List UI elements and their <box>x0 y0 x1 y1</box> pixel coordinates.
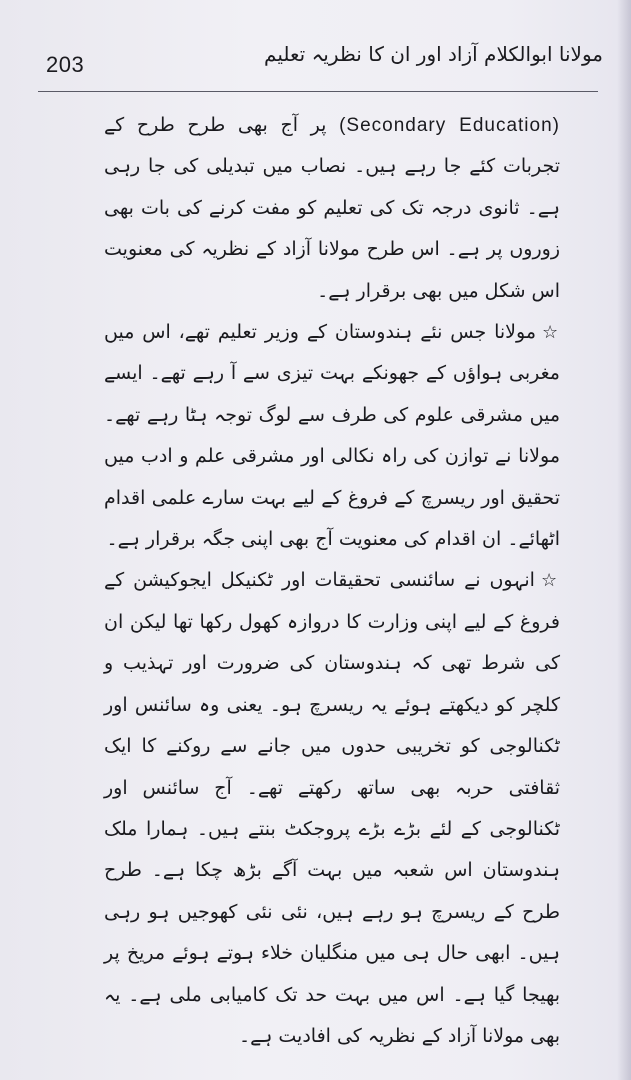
running-header: مولانا ابوالکلام آزاد اور ان کا نظریہ تعلیم <box>264 42 603 66</box>
body-text <box>104 105 560 1057</box>
paragraph-1-text: پر آج بھی طرح طرح کے تجربات کئے جا رہے ہیں۔ نصاب میں تبدیلی کی جا رہی ہے۔ ثانوی درجہ تک کی تعلیم کو مفت کرنے کی بات بھی زوروں پر ہے۔ اس طرح مولانا آزاد کے نظریہ کی معنویت اس شکل میں بھی برقرار ہے۔ <box>104 114 560 302</box>
paragraph-2-text: مولانا جس نئے ہندوستان کے وزیر تعلیم تھے، اس میں مغربی ہواؤں کے جھونکے بہت تیزی سے آ رہے تھے۔ ایسے میں مشرقی علوم کی طرف سے لوگ توجہ ہٹا رہے تھے۔ مولانا نے توازن کی راہ نکالی اور مشرقی علم و ادب میں تحقیق اور ریسرچ کے فروغ کے لیے بہت سارے علمی اقدام اٹھائے۔ ان اقدام کی معنویت آج بھی اپنی جگہ برقرار ہے۔ <box>104 321 560 551</box>
binding-shadow <box>617 0 631 1080</box>
paragraph-2 <box>104 312 560 560</box>
paragraph-3-text: انہوں نے سائنسی تحقیقات اور ٹکنیکل ایجوکیشن کے فروغ کے لیے اپنی وزارت کا دروازہ کھول رکھا تھا لیکن ان کی شرط تھی کہ ہندوستان کی ضرورت اور تہذیب و کلچر کو دیکھتے ہوئے یہ ریسرچ ہو۔ یعنی وہ سائنس اور ٹکنالوجی کو تخریبی حدوں میں جانے سے روکنے کا ایک ثقافتی حربہ بھی ساتھ رکھتے تھے۔ آج سائنس اور ٹکنالوجی کے لئے بڑے بڑے پروجکٹ بنتے ہیں۔ ہمارا ملک ہندوستان اس شعبہ میں بہت آگے بڑھ چکا ہے۔ طرح طرح کے ریسرچ ہو رہے ہیں، نئی نئی کھوجیں ہو رہی ہیں۔ ابھی حال ہی میں منگلیان خلاء ہوتے ہوئے مریخ پر بھیجا گیا ہے۔ اس میں بہت حد تک کامیابی ملی ہے۔ یہ بھی مولانا آزاد کے نظریہ کی افادیت ہے۔ <box>104 569 560 1047</box>
paragraph-3 <box>104 560 560 1057</box>
english-term: (Secondary Education) <box>339 115 560 136</box>
header-rule <box>38 91 598 92</box>
star-bullet-icon: ☆ <box>542 322 561 344</box>
page-number: 203 <box>46 52 85 77</box>
paragraph-1 <box>104 105 560 312</box>
star-bullet-icon: ☆ <box>540 570 560 592</box>
